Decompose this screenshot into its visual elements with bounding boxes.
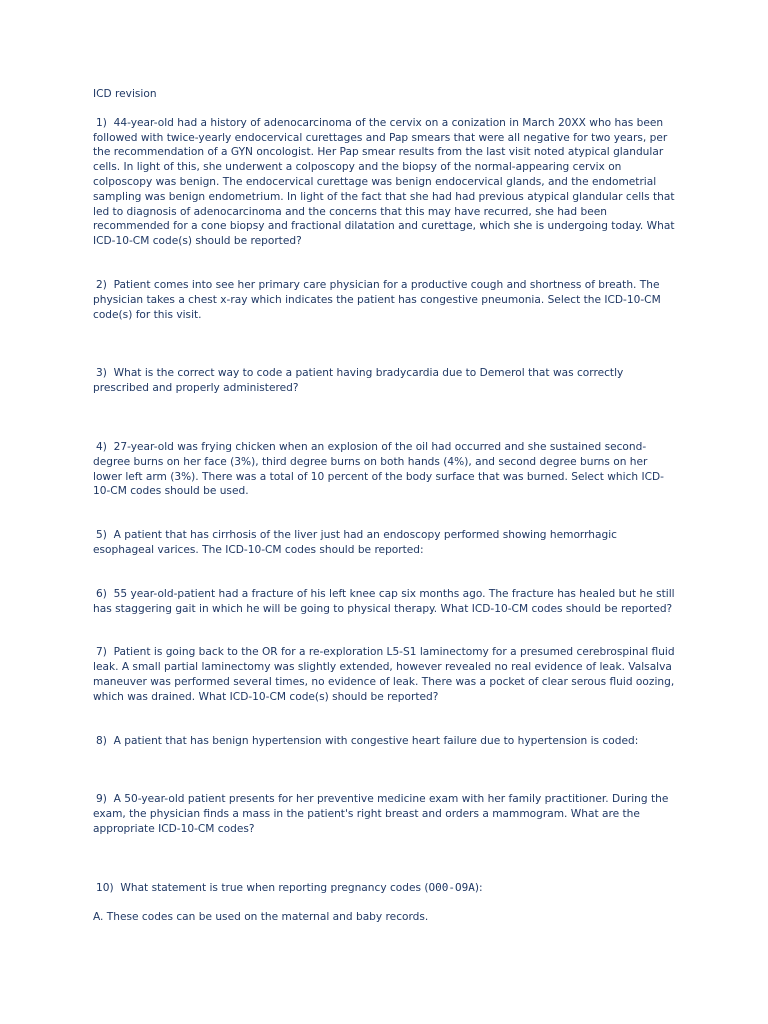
question-number: 2)	[96, 278, 107, 291]
question-number: 4)	[96, 440, 107, 453]
question-number: 5)	[96, 529, 107, 542]
question-number: 1)	[96, 116, 107, 129]
question-text-end: ):	[474, 881, 483, 894]
question-7	[93, 645, 678, 704]
question-1	[93, 116, 678, 249]
question-number: 9)	[96, 793, 107, 806]
question-number: 6)	[96, 587, 107, 600]
question-number: 7)	[96, 646, 107, 659]
question-text: What statement is true when reporting pregnancy codes (	[120, 881, 429, 894]
question-text: 44-year-old had a history of adenocarcinoma of the cervix on a conization in March 20XX who has been followed with twice-yearly endocervical curettages and Pap smears that were all negative for two years, per the recommendation of a GYN oncologist. Her Pap smear results from the last visit noted atypical glandular cells. In light of this, she underwent a colposcopy and the biopsy of the normal-appearing cervix on colposcopy was benign. The endocervical curettage was benign endocervical glands, and the endometrial sampling was benign endometrium. In light of the fact that she had had previous atypical glandular cells that led to diagnosis of adenocarcinoma and the concerns that this may have recurred, she had been recommended for a cone biopsy and fractional dilatation and curettage, which she is undergoing today. What ICD-10-CM code(s) should be reported?	[93, 116, 675, 248]
question-text: Patient is going back to the OR for a re-exploration L5-S1 laminectomy for a presumed cerebrospinal fluid leak. A small partial laminectomy was slightly extended, however revealed no real evidence of leak. Valsalva maneuver was performed several times, no evidence of leak. There was a pocket of clear serous fluid oozing, which was drained. What ICD-10-CM code(s) should be reported?	[93, 646, 675, 703]
question-10	[93, 881, 678, 896]
question-text: A patient that has cirrhosis of the liver just had an endoscopy performed showing hemorrhagic esophageal varices. The ICD-10-CM codes should be reported:	[93, 529, 617, 556]
question-text: A patient that has benign hypertension with congestive heart failure due to hypertension is coded:	[113, 734, 639, 747]
question-text: A 50-year-old patient presents for her preventive medicine exam with her family practitioner. During the exam, the physician finds a mass in the patient's right breast and orders a mammogram. What are the appropriate ICD-10-CM codes?	[93, 793, 669, 835]
document-title: ICD revision	[93, 88, 157, 100]
answer-option-a: A. These codes can be used on the maternal and baby records.	[93, 910, 429, 923]
question-number: 3)	[96, 367, 107, 380]
question-4	[93, 440, 678, 499]
question-number: 10)	[96, 881, 114, 894]
question-8	[93, 734, 678, 749]
question-6	[93, 587, 678, 617]
question-text: What is the correct way to code a patient having bradycardia due to Demerol that was correctly prescribed and properly administered?	[93, 367, 624, 395]
document-page	[93, 87, 678, 924]
question-2	[93, 278, 678, 322]
question-text: 27-year-old was frying chicken when an explosion of the oil had occurred and she sustained second-degree burns on her face (3%), third degree burns on both hands (4%), and second degree burns on her lower left arm (3%). There was a total of 10 percent of the body surface that was burned. Select which ICD-10-CM codes should be used.	[93, 440, 665, 498]
question-number: 8)	[96, 734, 107, 747]
question-5	[93, 528, 678, 558]
question-3	[93, 366, 678, 396]
question-text: Patient comes into see her primary care physician for a productive cough and shortness of breath. The physician takes a chest x-ray which indicates the patient has congestive pneumonia. Select the ICD-10-CM code(s) for this visit.	[93, 278, 661, 321]
code-range: O00-O9A	[428, 880, 475, 894]
question-9	[93, 792, 678, 836]
question-text: 55 year-old-patient had a fracture of his left knee cap six months ago. The fracture has healed but he still has staggering gait in which he will be going to physical therapy. What ICD-10-CM codes should be reported?	[93, 587, 675, 615]
